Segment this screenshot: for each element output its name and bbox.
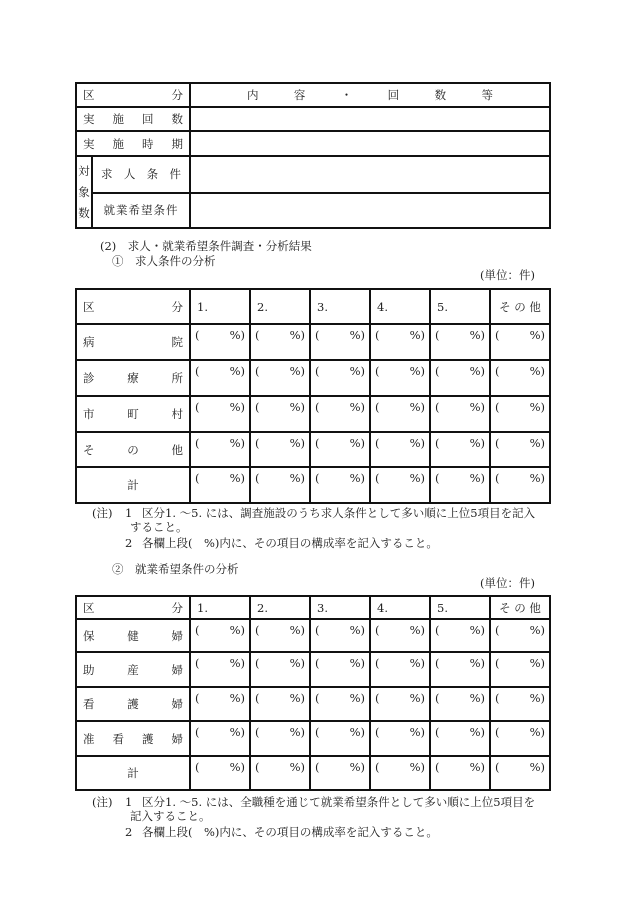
pct-cell[interactable]: ( %): [190, 432, 250, 467]
pct-cell[interactable]: ( %): [370, 721, 430, 756]
pct-cell[interactable]: ( %): [190, 756, 250, 790]
pct-cell[interactable]: ( %): [190, 360, 250, 396]
note1-item2-num: 2: [125, 536, 133, 550]
job-offer-analysis-table: [75, 288, 551, 504]
table-row: [76, 652, 550, 687]
column-rank-1: 1.: [190, 289, 250, 324]
header-content: 内 容 ・ 回 数 等: [190, 83, 550, 107]
table-row-total: [76, 467, 550, 503]
pct-cell[interactable]: ( %): [370, 619, 430, 652]
note1-item1-line2: すること。: [130, 520, 188, 534]
pct-cell[interactable]: ( %): [190, 687, 250, 721]
pct-cell[interactable]: ( %): [310, 687, 370, 721]
input-job-offer-target[interactable]: [190, 156, 550, 193]
table-row: [76, 324, 550, 360]
section-title: (2) 求人・就業希望条件調査・分析結果: [100, 239, 312, 253]
pct-cell[interactable]: ( %): [310, 652, 370, 687]
note2-item1-num: 1: [125, 795, 133, 809]
header-category: 区 分: [76, 83, 190, 107]
row-target-job-offer: [76, 156, 550, 193]
unit-label-1: (単位：件): [480, 268, 535, 282]
pct-cell[interactable]: ( %): [430, 687, 490, 721]
pct-cell[interactable]: ( %): [490, 756, 550, 790]
survey-summary-table: [75, 82, 551, 229]
column-rank-2: 2.: [250, 289, 310, 324]
label-implementation-period: 実 施 時 期: [76, 131, 190, 156]
pct-cell[interactable]: ( %): [490, 687, 550, 721]
pct-cell[interactable]: ( %): [310, 360, 370, 396]
pct-cell[interactable]: ( %): [190, 619, 250, 652]
row-label-total: 計: [76, 756, 190, 790]
unit-label-2: (単位：件): [480, 576, 535, 590]
subsection-job-offer-title: ① 求人条件の分析: [112, 254, 216, 268]
pct-cell[interactable]: ( %): [490, 619, 550, 652]
column-rank-3: 3.: [310, 289, 370, 324]
pct-cell[interactable]: ( %): [490, 652, 550, 687]
table-row-total: [76, 756, 550, 790]
column-rank-3: 3.: [310, 596, 370, 619]
column-rank-5: 5.: [430, 596, 490, 619]
input-employment-wish-target[interactable]: [190, 193, 550, 229]
row-label-hospital: 病 院: [76, 324, 190, 360]
pct-cell[interactable]: ( %): [310, 721, 370, 756]
column-other: そ の 他: [490, 289, 550, 324]
pct-cell[interactable]: ( %): [370, 432, 430, 467]
pct-cell[interactable]: ( %): [190, 467, 250, 503]
pct-cell[interactable]: ( %): [490, 432, 550, 467]
table-row: [76, 619, 550, 652]
pct-cell[interactable]: ( %): [250, 721, 310, 756]
pct-cell[interactable]: ( %): [250, 324, 310, 360]
row-label-public-health-nurse: 保 健 婦: [76, 619, 190, 652]
pct-cell[interactable]: ( %): [370, 324, 430, 360]
pct-cell[interactable]: ( %): [490, 467, 550, 503]
column-rank-4: 4.: [370, 596, 430, 619]
pct-cell[interactable]: ( %): [370, 652, 430, 687]
subsection-employment-wish-title: ② 就業希望条件の分析: [112, 562, 239, 576]
pct-cell[interactable]: ( %): [250, 652, 310, 687]
pct-cell[interactable]: ( %): [430, 432, 490, 467]
note1-item1-line1: 区分1. ～5. には、調査施設のうち求人条件として多い順に上位5項目を記入: [142, 506, 536, 520]
pct-cell[interactable]: ( %): [250, 396, 310, 432]
summary-header-row: [76, 83, 550, 107]
table-row: [76, 432, 550, 467]
pct-cell[interactable]: ( %): [190, 652, 250, 687]
pct-cell[interactable]: ( %): [370, 687, 430, 721]
row-label-total: 計: [76, 467, 190, 503]
pct-cell[interactable]: ( %): [370, 360, 430, 396]
pct-cell[interactable]: ( %): [490, 396, 550, 432]
input-implementation-count[interactable]: [190, 107, 550, 131]
pct-cell[interactable]: ( %): [190, 396, 250, 432]
column-rank-5: 5.: [430, 289, 490, 324]
pct-cell[interactable]: ( %): [250, 432, 310, 467]
note2-item2: 各欄上段( %)内に、その項目の構成率を記入すること。: [142, 825, 438, 839]
note2-item2-num: 2: [125, 825, 133, 839]
pct-cell[interactable]: ( %): [190, 721, 250, 756]
analysis-header-row: [76, 596, 550, 619]
table-row: [76, 721, 550, 756]
pct-cell[interactable]: ( %): [370, 756, 430, 790]
row-label-other: そ の 他: [76, 432, 190, 467]
pct-cell[interactable]: ( %): [370, 396, 430, 432]
row-label-municipality: 市 町 村: [76, 396, 190, 432]
label-implementation-count: 実 施 回 数: [76, 107, 190, 131]
label-job-offer-conditions: 求 人 条 件: [92, 156, 190, 193]
column-rank-4: 4.: [370, 289, 430, 324]
row-label-assistant-nurse: 准 看 護 婦: [76, 721, 190, 756]
pct-cell[interactable]: ( %): [310, 324, 370, 360]
pct-cell[interactable]: ( %): [190, 324, 250, 360]
header-category: 区 分: [76, 596, 190, 619]
pct-cell[interactable]: ( %): [430, 360, 490, 396]
pct-cell[interactable]: ( %): [250, 756, 310, 790]
pct-cell[interactable]: ( %): [430, 467, 490, 503]
pct-cell[interactable]: ( %): [430, 756, 490, 790]
label-target-count: 対 象 数: [76, 156, 92, 228]
pct-cell[interactable]: ( %): [310, 396, 370, 432]
pct-cell[interactable]: ( %): [490, 324, 550, 360]
pct-cell[interactable]: ( %): [430, 652, 490, 687]
row-implementation-period: [76, 131, 550, 156]
pct-cell[interactable]: ( %): [310, 432, 370, 467]
row-label-midwife: 助 産 婦: [76, 652, 190, 687]
column-rank-2: 2.: [250, 596, 310, 619]
pct-cell[interactable]: ( %): [430, 324, 490, 360]
note2-item1-line2: 記入すること。: [130, 809, 211, 823]
pct-cell[interactable]: ( %): [310, 756, 370, 790]
pct-cell[interactable]: ( %): [250, 687, 310, 721]
analysis-header-row: [76, 289, 550, 324]
column-rank-1: 1.: [190, 596, 250, 619]
row-label-nurse: 看 護 婦: [76, 687, 190, 721]
pct-cell[interactable]: ( %): [430, 619, 490, 652]
employment-wish-analysis-table: [75, 595, 551, 791]
pct-cell[interactable]: ( %): [370, 467, 430, 503]
row-implementation-count: [76, 107, 550, 131]
pct-cell[interactable]: ( %): [310, 619, 370, 652]
pct-cell[interactable]: ( %): [250, 467, 310, 503]
label-employment-wish-conditions: 就業希望条件: [92, 193, 190, 229]
row-target-employment-wish: [76, 193, 550, 229]
note2-item1-line1: 区分1. ～5. には、全職種を通じて就業希望条件として多い順に上位5項目を: [142, 795, 536, 809]
table-row: [76, 360, 550, 396]
input-implementation-period[interactable]: [190, 131, 550, 156]
row-label-clinic: 診 療 所: [76, 360, 190, 396]
pct-cell[interactable]: ( %): [310, 467, 370, 503]
pct-cell[interactable]: ( %): [250, 619, 310, 652]
header-category: 区 分: [76, 289, 190, 324]
table-row: [76, 396, 550, 432]
pct-cell[interactable]: ( %): [490, 721, 550, 756]
pct-cell[interactable]: ( %): [430, 721, 490, 756]
pct-cell[interactable]: ( %): [490, 360, 550, 396]
note1-prefix: (注): [92, 506, 113, 520]
pct-cell[interactable]: ( %): [250, 360, 310, 396]
note1-item1-num: 1: [125, 506, 133, 520]
table-row: [76, 687, 550, 721]
column-other: そ の 他: [490, 596, 550, 619]
note2-prefix: (注): [92, 795, 113, 809]
note1-item2: 各欄上段( %)内に、その項目の構成率を記入すること。: [142, 536, 438, 550]
pct-cell[interactable]: ( %): [430, 396, 490, 432]
